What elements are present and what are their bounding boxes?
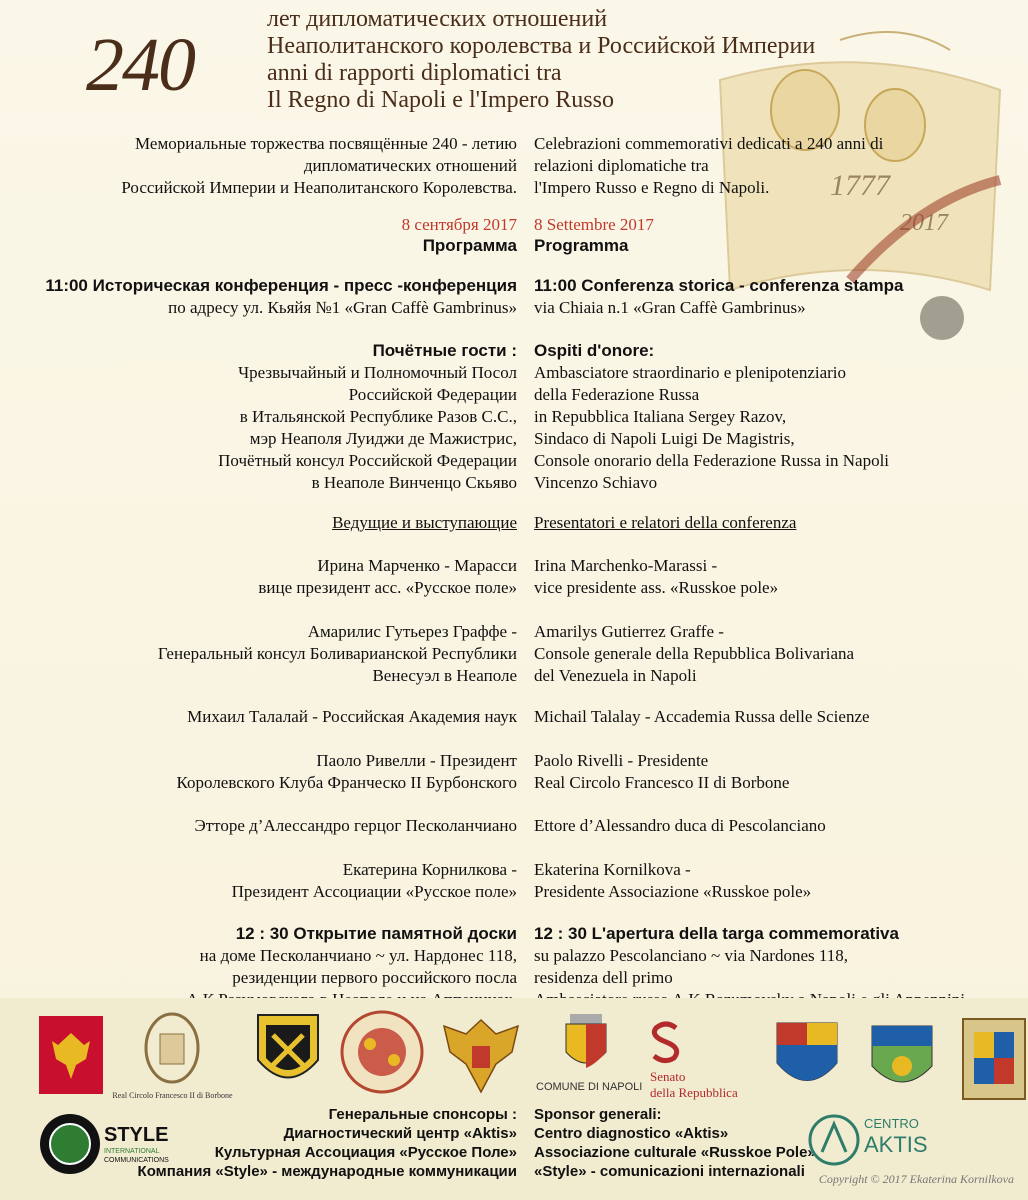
russian-coat-of-arms-logo [38,1015,104,1095]
style-wordmark: STYLE [104,1124,169,1146]
event1-ru [45,275,517,319]
speaker-line: Ekaterina Kornilkova - [534,860,691,879]
svg-text:2017: 2017 [900,210,948,236]
speaker-line: Паоло Ривелли - Президент [316,751,517,770]
centro-aktis-logo [806,1112,946,1172]
senato-logo [646,1020,756,1100]
title-it-line1: anni di rapporti diplomatici tra [267,60,562,86]
aktis-caption-2: AKTIS [864,1132,928,1157]
speaker-line: Michail Talalay - Accademia Russa delle Scienze [534,707,870,726]
speaker-line: Amarilys Gutierrez Graffe - [534,622,724,641]
speaker-it [534,859,811,903]
event1-it-title: 11:00 Conferenza storica - conferenza stampa [534,276,904,295]
guest-ru-line: в Итальянской Республике Разов С.С., [239,407,517,426]
napoli-shield-icon [556,1012,616,1076]
event1-ru-title: 11:00 Историческая конференция - пресс -конференция [45,276,517,295]
guest-ru-line: в Неаполе Винченцо Скьяво [311,473,517,492]
sponsors-ru [138,1105,517,1181]
aktis-caption-1: CENTRO [864,1116,919,1131]
event1-ru-address: по адресу ул. Кьяйя №1 «Gran Caffè Gambrinus» [168,298,517,317]
sponsor-it-line: Associazione culturale «Russkoe Pole» [534,1144,816,1161]
speaker-line: Presidente Associazione «Russkoe pole» [534,882,812,901]
speaker-line: Президент Ассоциации «Русское поле» [231,882,517,901]
title-it-line2: Il Regno di Napoli e l'Impero Russo [267,87,614,113]
intro-ru-line: Российской Империи и Неаполитанского Королевства. [121,178,517,197]
intro-ru-line: Мемориальные торжества посвящённые 240 - летию [135,134,517,153]
speaker-line: Генеральный консул Боливарианской Республики [157,644,517,663]
guest-ru-line: мэр Неаполя Луиджи де Мажистрис, [249,429,517,448]
speaker-line: Ettore d’Alessandro duca di Pescolanciano [534,816,826,835]
speaker-ru [187,706,517,728]
speaker-it [534,750,789,794]
speaker-line: vice presidente ass. «Russkoe pole» [534,578,779,597]
speaker-line: Console generale della Repubblica Bolivariana [534,644,855,663]
sponsor-ru-line: Культурная Ассоциация «Русское Поле» [214,1144,517,1161]
speaker-it [534,815,826,837]
speaker-line: Paolo Rivelli - Presidente [534,751,709,770]
circolo-emblem-icon [110,1010,235,1086]
speaker-ru [194,815,517,837]
speaker-line: Этторе д’Алессандро герцог Песколанчиано [194,816,517,835]
guest-ru-line: Почётный консул Российской Федерации [218,451,517,470]
event2-ru-line: резиденции первого российского посла [232,968,517,987]
intro-it-line: Celebrazioni commemorativi dedicati a 240 anni di [534,134,884,153]
svg-text:1777: 1777 [830,169,890,202]
senato-caption-2: della Repubblica [650,1085,738,1100]
guest-it-line: della Federazione Russa [534,385,700,404]
guest-it-line: Sindaco di Napoli Luigi De Magistris, [534,429,795,448]
guest-ru-line: Чрезвычайный и Полномочный Посол [238,363,517,382]
speaker-line: Irina Marchenko-Marassi - [534,556,718,575]
style-subtitle-1: INTERNATIONAL [104,1148,160,1155]
sponsor-it-line: «Style» - comunicazioni internazionali [534,1163,805,1180]
event2-ru-title: 12 : 30 Открытие памятной доски [235,924,517,943]
program-it: Programma [534,236,629,255]
guest-it-line: Vincenzo Schiavo [534,473,658,492]
russkoe-pole-association-logo [340,1010,425,1095]
circolo-caption: Real Circolo Francesco II di Borbone [112,1091,233,1100]
speaker-line: Амарилис Гутьерез Граффе - [307,622,517,641]
speakers-title-ru: Ведущие и выступающие [332,513,517,532]
title-ru-line2: Неаполитанского королевства и Российской Империи [267,33,816,59]
intro-it-line: relazioni diplomatiche tra [534,156,709,175]
event1-it [534,275,903,319]
venezuela-coat-of-arms-logo [762,1018,852,1100]
pescolanciano-crest-logo [248,1010,328,1095]
speaker-ru [258,555,517,599]
speaker-line: Real Circolo Francesco II di Borbone [534,773,790,792]
anniversary-number: 240 [86,23,194,107]
speaker-ru [232,859,517,903]
guest-ru-line: Российской Федерации [348,385,517,404]
style-globe-icon [38,1112,102,1176]
speaker-line: Ирина Марченко - Марасси [317,556,517,575]
speaker-ru [158,621,517,687]
speaker-it [534,706,870,728]
sponsors-it [534,1105,816,1181]
event2-it-title: 12 : 30 L'apertura della targa commemorativa [534,924,899,943]
guest-it-line: in Repubblica Italiana Sergey Razov, [534,407,787,426]
speakers-title-it: Presentatori e relatori della conferenza [534,513,797,532]
speaker-line: Екатерина Корнилкова - [342,860,517,879]
speaker-ru [177,750,517,794]
crest-logo-2 [862,1018,942,1100]
guests-it [534,340,889,494]
program-ru: Программа [422,236,517,255]
guests-it-title: Ospiti d'onore: [534,341,655,360]
page-title [267,6,815,114]
intro-it-line: l'Impero Russo e Regno di Napoli. [534,178,770,197]
speaker-it [534,555,778,599]
date-it: 8 Settembre 2017 [534,215,654,234]
speaker-line: Королевского Клуба Франческо II Бурбонского [176,773,517,792]
style-subtitle-2: COMMUNICATIONS [104,1157,169,1164]
event1-it-address: via Chiaia n.1 «Gran Caffè Gambrinus» [534,298,806,317]
sponsor-ru-line: Диагностический центр «Aktis» [283,1125,517,1142]
date-ru: 8 сентября 2017 [401,215,517,234]
sponsor-it-line: Sponsor generali: [534,1106,662,1123]
speaker-it [534,621,854,687]
speaker-line: del Venezuela in Napoli [534,666,697,685]
intro-ru-line: дипломатических отношений [303,156,517,175]
comune-di-napoli-logo [536,1012,643,1102]
sponsor-ru-line: Компания «Style» - международные коммуникации [137,1163,517,1180]
intro-ru [121,133,517,199]
guest-it-line: Ambasciatore straordinario e plenipotenziario [534,363,847,382]
aktis-emblem-icon [806,1112,862,1168]
title-ru-line1: лет дипломатических отношений [267,6,608,32]
speaker-line: Венесуэл в Неаполе [372,666,517,685]
real-circolo-logo [110,1010,235,1100]
intro-it [534,133,883,199]
imperial-eagle-logo [436,1012,526,1097]
sponsor-it-line: Centro diagnostico «Aktis» [534,1125,729,1142]
copyright-text: Copyright © 2017 Ekaterina Kornilkova [818,1172,1014,1186]
event2-it-line: su palazzo Pescolanciano ~ via Nardones 118, [534,946,848,965]
comune-caption: COMUNE DI NAPOLI [536,1081,643,1093]
guest-it-line: Console onorario della Federazione Russa in Napoli [534,451,890,470]
framed-crest-logo [962,1018,1026,1100]
guests-ru [218,340,517,494]
event2-ru-line: на доме Песколанчиано ~ ул. Нардонес 118, [199,946,517,965]
guests-ru-title: Почётные гости : [372,341,517,360]
speaker-line: вице президент асс. «Русское поле» [258,578,517,597]
senato-s-icon [646,1020,686,1064]
senato-caption-1: Senato [650,1069,686,1084]
event2-it-line: residenza dell primo [534,968,673,987]
speaker-line: Михаил Талалай - Российская Академия наук [187,707,517,726]
sponsor-ru-line: Генеральные спонсоры : [328,1106,517,1123]
